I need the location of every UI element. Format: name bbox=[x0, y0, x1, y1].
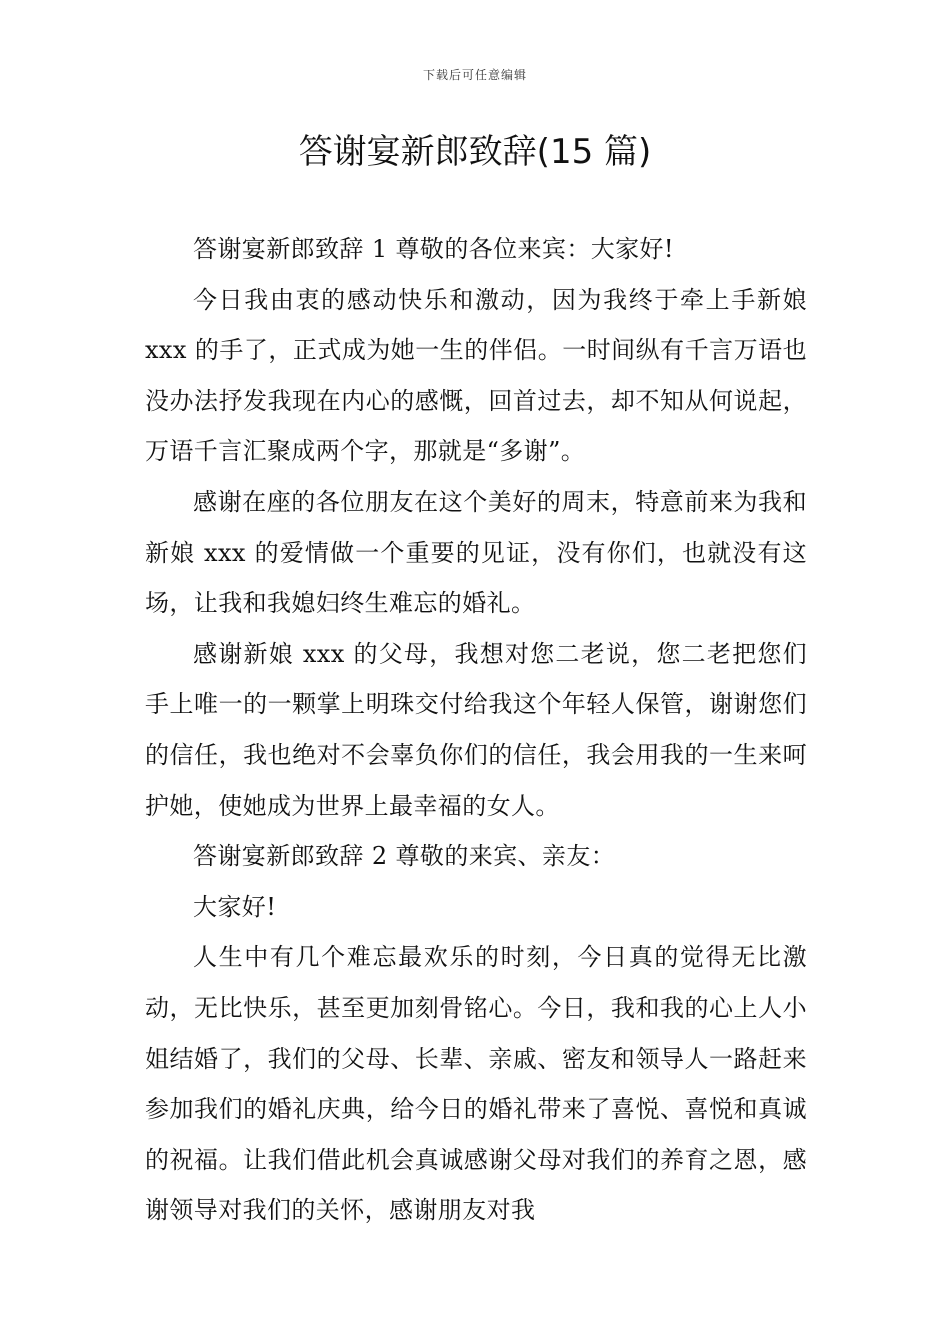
paragraph-6: 大家好! bbox=[193, 892, 277, 921]
paragraph-2: 今日我由衷的感动快乐和激动，因为我终于牵上手新娘 xxx 的手了，正式成为她一生的伴侣。一时间纵有千言万语也没办法抒发我现在内心的感慨，回首过去，却不知从何说起，万语千言汇聚成两个字，那就是“多谢”。 bbox=[145, 285, 807, 466]
paragraph-4: 感谢新娘 xxx 的父母，我想对您二老说，您二老把您们手上唯一的一颗掌上明珠交付给我这个年轻人保管，谢谢您们的信任，我也绝对不会辜负你们的信任，我会用我的一生来呵护她，使她成为世界上最幸福的女人。 bbox=[145, 639, 807, 820]
paragraph-1: 答谢宴新郎致辞 1 尊敬的各位来宾：大家好! bbox=[193, 235, 674, 263]
paragraph-7: 人生中有几个难忘最欢乐的时刻，今日真的觉得无比激动，无比快乐，甚至更加刻骨铭心。今日，我和我的心上人小姐结婚了，我们的父母、长辈、亲戚、密友和领导人一路赶来参加我们的婚礼庆典，给今日的婚礼带来了喜悦、喜悦和真诚的祝福。让我们借此机会真诚感谢父母对我们的养育之恩，感谢领导对我们的关怀，感谢朋友对我 bbox=[145, 943, 807, 1225]
document-body bbox=[145, 224, 807, 1236]
header-note: 下载后可任意编辑 bbox=[422, 68, 527, 82]
paragraph-5: 答谢宴新郎致辞 2 尊敬的来宾、亲友： bbox=[193, 842, 616, 871]
paragraph-3: 感谢在座的各位朋友在这个美好的周末，特意前来为我和新娘 xxx 的爱情做一个重要的见证，没有你们，也就没有这场，让我和我媳妇终生难忘的婚礼。 bbox=[145, 487, 807, 618]
document-title: 答谢宴新郎致辞(15 篇) bbox=[298, 132, 652, 172]
